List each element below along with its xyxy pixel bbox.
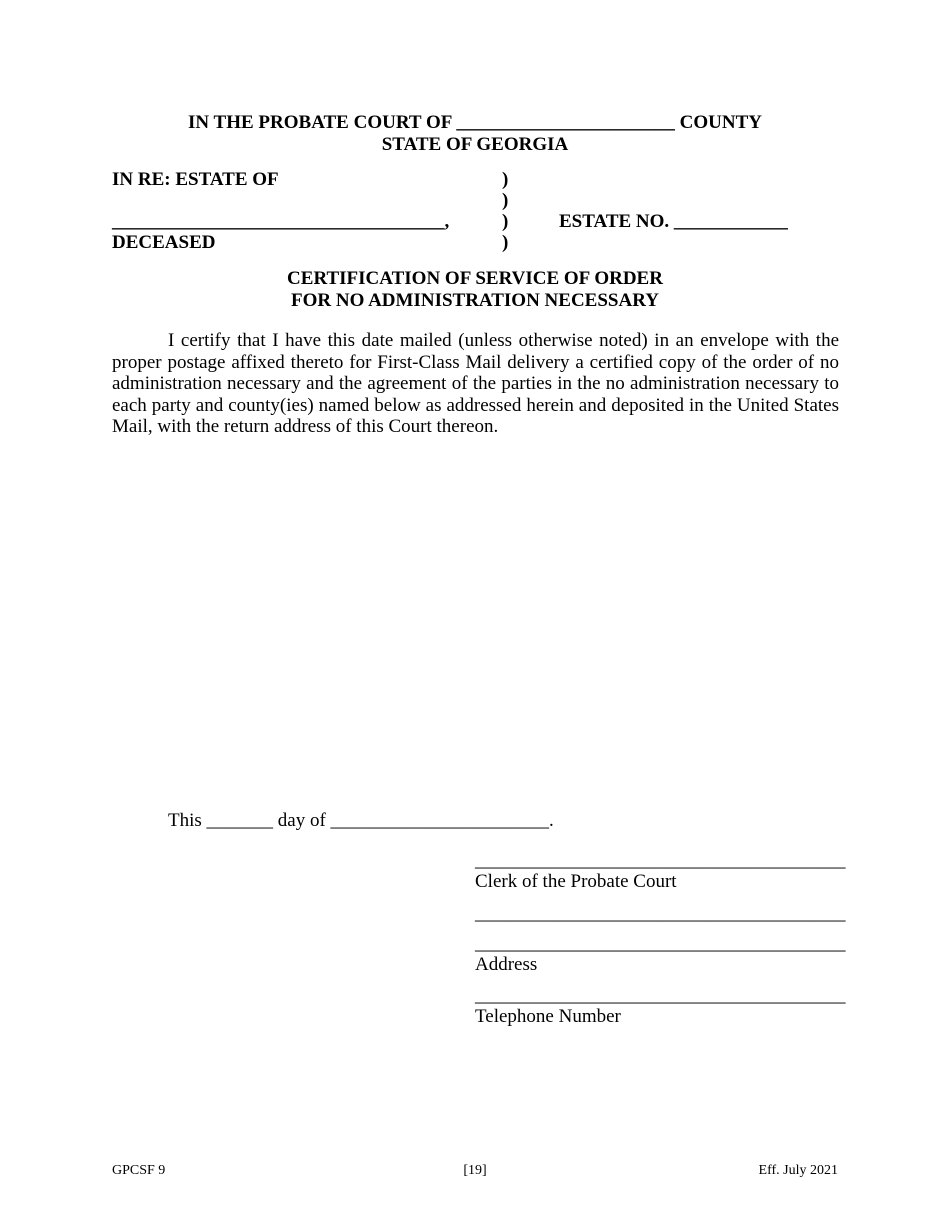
state-heading: STATE OF GEORGIA: [381, 134, 569, 155]
telephone-line: _______________________________________: [475, 985, 846, 1006]
estate-number-field: ESTATE NO. ____________: [559, 211, 788, 232]
form-title-line-1: CERTIFICATION OF SERVICE OF ORDER: [287, 268, 663, 289]
footer-effective-date: Eff. July 2021: [758, 1163, 838, 1178]
clerk-signature-line: _______________________________________: [475, 850, 846, 871]
in-re-label: IN RE: ESTATE OF: [112, 169, 279, 190]
address-line-1: _______________________________________: [475, 903, 846, 924]
footer-page-number: [19]: [463, 1163, 487, 1178]
form-title-line-2: FOR NO ADMINISTRATION NECESSARY: [291, 290, 659, 311]
caption-paren: ): [502, 169, 509, 190]
address-label: Address: [475, 954, 538, 975]
caption-paren: ): [502, 232, 509, 253]
telephone-label: Telephone Number: [475, 1006, 621, 1027]
deceased-label: DECEASED: [112, 232, 216, 253]
clerk-label: Clerk of the Probate Court: [475, 871, 677, 892]
court-heading: IN THE PROBATE COURT OF _______________________ COUNTY: [188, 112, 762, 133]
caption-paren: ): [502, 190, 509, 211]
footer-form-id: GPCSF 9: [112, 1163, 166, 1178]
address-line-2: _______________________________________: [475, 933, 846, 954]
certification-paragraph: I certify that I have this date mailed (unless otherwise noted) in an envelope with the proper postage affixed thereto for First-Class Mail delivery a certified copy of the order of no administration necessary and the agreement of the parties in the no administration necessary to each party and county(ies) named below as addressed herein and deposited in the United States Mail, with the return address of this Court thereon.: [112, 330, 839, 437]
decedent-name-blank: ___________________________________,: [112, 211, 450, 232]
date-line: This _______ day of _______________________.: [168, 810, 554, 831]
caption-paren: ): [502, 211, 509, 232]
